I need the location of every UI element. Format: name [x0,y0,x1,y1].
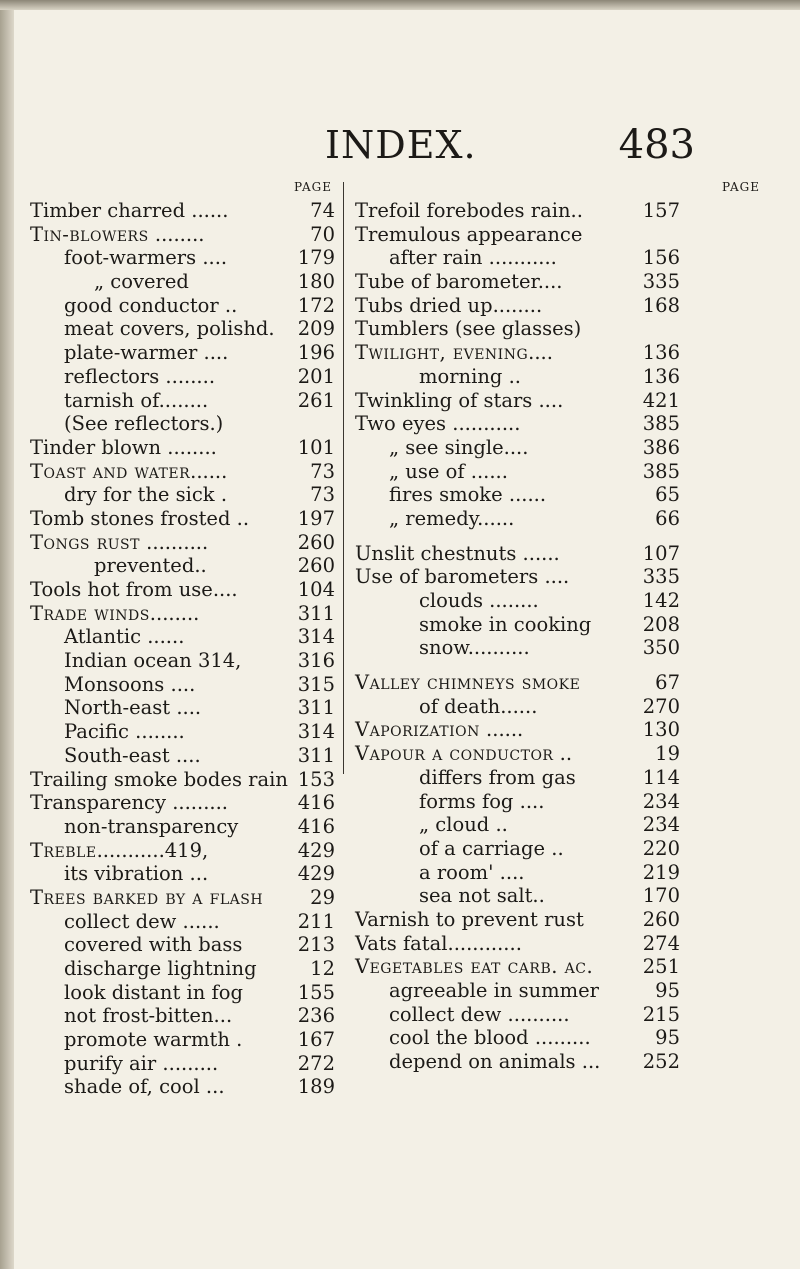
index-entry [355,766,680,790]
index-entry [30,649,335,673]
page-header [325,122,695,168]
index-entry [30,436,335,460]
entry-leader: ........ [158,388,209,412]
entry-page: 311 [297,696,335,720]
index-entry [30,815,335,839]
page-title: INDEX. [325,123,477,167]
entry-page: 153 [297,767,335,791]
index-entry [355,813,680,837]
entry-term: Tube of barometer [355,270,538,294]
entry-term: Monsoons [64,672,165,696]
entry-term: plate-warmer [64,341,198,365]
entry-term: clouds [419,589,483,612]
entry-leader: .... [212,578,238,601]
index-entry [30,531,335,555]
index-entry [355,837,680,861]
entry-term: Twilight, evening [355,341,529,365]
entry-page: 95 [655,979,680,1002]
entry-leader: ........ [161,435,217,459]
index-entry [30,862,335,886]
entry-page: 157 [642,199,680,222]
entry-page: 66 [655,506,680,530]
index-entry [355,861,680,885]
entry-term: differs from gas [419,765,576,789]
entry-page: 209 [297,317,335,341]
entry-page: 172 [297,293,335,317]
index-entry [30,1004,335,1028]
entry-page: 251 [642,955,680,979]
entry-page: 19 [655,742,680,766]
index-entry [30,910,335,934]
entry-leader: ...... [190,459,228,483]
entry-page: 272 [297,1051,335,1075]
entry-leader: .... [164,672,196,696]
entry-leader: ...... [141,625,185,649]
entry-page: 180 [297,270,335,294]
entry-page: 104 [297,578,335,601]
entry-leader: .... [169,743,201,767]
entry-leader: ........ [128,720,185,744]
index-entry [355,932,680,956]
entry-page: 215 [642,1002,680,1026]
index-entry [30,412,335,436]
entry-page: 168 [642,293,680,317]
entry-term: foot-warmers [64,246,197,270]
entry-term: promote warmth [64,1028,230,1052]
entry-term: collect dew [389,1002,502,1026]
entry-page: 156 [642,246,680,270]
entry-page: 65 [655,483,680,507]
entry-term: Trees barked by a flash [30,885,264,909]
entry-leader: .... [493,860,525,884]
entry-leader: .. [502,364,521,388]
index-entry [30,768,335,792]
entry-term: Tumblers (see glasses) [355,317,582,341]
entry-leader: .......... [467,636,530,660]
entry-page: 130 [642,718,680,742]
left-index-column [30,199,335,1099]
entry-page: 421 [642,388,680,412]
entry-page: 220 [642,836,680,860]
entry-page: 170 [642,884,680,908]
index-entry [355,1050,680,1074]
index-entry [355,389,680,413]
index-entry [355,460,680,484]
index-entry [30,365,335,389]
entry-term: Pacific [64,720,129,744]
entry-term: Vapour a conductor [355,742,554,766]
entry-page: 335 [642,565,680,589]
entry-page: 107 [642,541,680,565]
entry-term: Unslit chestnuts [355,541,517,565]
entry-leader: ...... [176,909,220,933]
index-entry [30,1028,335,1052]
index-entry [30,1075,335,1099]
left-column-label: PAGE [294,180,332,194]
entry-page: 67 [655,671,680,695]
entry-page: 314 [297,720,335,744]
entry-page: 350 [642,636,680,660]
index-entry [355,412,680,436]
entry-leader: ........ [149,601,200,625]
entry-term: Tin-blowers [30,222,149,246]
entry-page: 12 [310,957,335,980]
entry-term: Indian ocean 314, [64,649,242,673]
column-divider [343,182,344,774]
entry-leader: .... [537,270,563,294]
index-entry [355,565,680,589]
entry-term: purify air [64,1051,157,1075]
entry-page: 114 [642,765,680,789]
index-entry [355,365,680,389]
entry-leader: ... [575,1050,601,1074]
entry-leader: .. [489,813,508,837]
entry-term: of a carriage [419,836,546,860]
entry-page: 211 [297,909,335,933]
right-index-column [355,199,680,1074]
entry-page: 208 [642,612,680,636]
entry-page: 234 [642,813,680,837]
entry-leader: ...........419, [96,838,209,862]
index-entry [30,744,335,768]
entry-page: 234 [642,789,680,813]
entry-term: Tremulous appearance [355,222,583,246]
index-entry [355,742,680,766]
entry-page: 385 [642,412,680,436]
entry-leader: .... [170,696,202,720]
entry-leader: . [229,1028,243,1052]
entry-page: 311 [297,743,335,767]
entry-term: its vibration [64,862,184,886]
entry-term: cool the blood [389,1026,529,1050]
entry-page: 311 [297,601,335,625]
index-entry [30,696,335,720]
index-entry [30,460,335,484]
entry-page: 270 [642,694,680,718]
entry-leader: ......... [156,1051,219,1075]
entry-term: smoke in cooking [419,612,592,636]
entry-term: Trefoil forebodes rain.. [355,199,583,222]
entry-term: Vats fatal [355,931,448,955]
entry-page: 196 [297,341,335,365]
entry-term: South-east [64,743,170,767]
entry-leader: .......... [501,1002,570,1026]
index-entry [30,199,335,223]
entry-term: good conductor [64,293,219,317]
index-entry [355,884,680,908]
entry-term: dry for the sick [64,483,215,507]
scan-binding-edge [0,10,14,1269]
entry-leader: ........ [482,589,539,612]
entry-page: 95 [655,1026,680,1050]
entry-leader: ... [199,1075,225,1099]
entry-page: 236 [297,1004,335,1028]
entry-page: 136 [642,364,680,388]
entry-leader: ... [213,1004,233,1028]
entry-term: Vaporization [355,718,480,742]
entry-page: 335 [642,270,680,294]
index-entry [355,1003,680,1027]
index-entry [355,908,680,932]
entry-page: 101 [297,435,335,459]
entry-term: „ remedy [389,506,478,530]
index-entry [355,223,680,247]
index-entry [30,246,335,270]
entry-leader: ......... [166,791,228,815]
index-entry [30,791,335,815]
index-entry [355,718,680,742]
entry-term: reflectors [64,364,160,388]
entry-page: 314 [297,625,335,649]
index-entry [30,554,335,578]
entry-term: Tools hot from use [30,578,213,601]
entry-leader: .... [197,341,229,365]
index-entry [30,673,335,697]
entry-term: sea not salt.. [419,884,545,908]
entry-term: „ see single [389,435,504,459]
entry-page: 155 [297,980,335,1004]
entry-leader: ......... [528,1026,591,1050]
entry-term: North-east [64,696,171,720]
entry-leader: .. [553,742,573,766]
entry-term: Trade winds [30,601,150,625]
index-entry [355,790,680,814]
right-column-label: PAGE [722,180,760,194]
entry-leader: ...... [477,506,515,530]
index-entry [355,671,680,695]
entry-term: fires smoke [389,483,503,507]
entry-leader: .......... [139,530,209,554]
entry-term: after rain [389,246,483,270]
entry-page: 315 [297,672,335,696]
entry-term: Use of barometers [355,565,539,589]
index-entry [355,979,680,1003]
entry-term: shade of, cool [64,1075,200,1099]
index-entry [30,317,335,341]
index-entry [30,886,335,910]
entry-term: „ cloud [419,813,490,837]
entry-page: 167 [297,1028,335,1052]
entry-term: Tomb stones frosted [30,506,231,530]
entry-leader: .... [538,565,570,589]
entry-term: Vegetables eat carb. ac. [355,955,594,979]
entry-leader: . [214,483,228,507]
entry-term: meat covers, polishd. [64,317,275,341]
entry-term: prevented.. [94,554,207,578]
entry-leader: ...... [502,483,547,507]
index-entry [355,317,680,341]
entry-leader: .... [528,341,553,365]
index-entry [355,613,680,637]
entry-leader: ........ [148,222,205,246]
page-number: 483 [618,122,695,168]
entry-term: Transparency [30,791,166,815]
entry-page: 260 [297,554,335,578]
index-entry [355,246,680,270]
entry-page: 179 [297,246,335,270]
entry-term: morning [419,364,503,388]
index-entry [355,589,680,613]
entry-term: tarnish of [64,388,159,412]
entry-page: 260 [642,907,680,931]
entry-term: not frost-bitten [64,1004,214,1028]
index-entry [30,957,335,981]
entry-page: 73 [310,459,335,483]
entry-page: 74 [310,199,335,222]
entry-leader: .... [196,246,228,270]
entry-term: Valley chimneys smoke [355,671,581,695]
entry-page: 260 [297,530,335,554]
entry-term: of death [419,694,501,718]
entry-page: 29 [310,885,335,909]
index-entry [30,602,335,626]
entry-page: 219 [642,860,680,884]
index-entry [30,720,335,744]
entry-term: forms fog [419,789,514,813]
entry-page: 73 [310,483,335,507]
entry-term: agreeable in summer [389,979,599,1002]
entry-term: non-transparency [64,814,239,838]
entry-term: Trailing smoke bodes rain [30,767,288,791]
index-entry [30,625,335,649]
entry-leader: .. [230,506,250,530]
entry-term: Timber charred [30,199,186,222]
entry-term: Toast and water [30,459,191,483]
entry-leader: .. [218,293,238,317]
entry-leader: .. [545,836,564,860]
entry-page: 261 [297,388,335,412]
entry-page: 201 [297,364,335,388]
index-entry [355,542,680,566]
entry-leader: ...... [500,694,538,718]
index-entry [30,1052,335,1076]
entry-page: 213 [297,933,335,957]
entry-term: Treble [30,838,97,862]
index-entry [355,636,680,660]
index-entry [30,981,335,1005]
entry-term: „ covered [94,270,189,294]
entry-term: covered with bass [64,933,243,957]
entry-page: 142 [642,589,680,612]
index-entry [355,483,680,507]
entry-term: a room' [419,860,494,884]
entry-term: „ use of [389,459,465,483]
entry-leader: ........ [492,293,543,317]
entry-leader: ...... [516,541,560,565]
entry-page: 385 [642,459,680,483]
entry-term: Varnish to prevent rust [355,907,584,931]
index-entry [30,341,335,365]
index-entry [30,483,335,507]
index-entry [355,199,680,223]
index-entry [30,578,335,602]
entry-leader: .... [532,388,564,412]
entry-page: 429 [297,838,335,862]
entry-term: Twinkling of stars [355,388,533,412]
entry-term: (See reflectors.) [64,412,224,436]
index-entry [355,955,680,979]
entry-leader: ........... [446,412,521,436]
entry-term: Tongs rust [30,530,140,554]
entry-page: 416 [297,814,335,838]
entry-page: 416 [297,791,335,815]
entry-page: 316 [297,649,335,673]
entry-leader: ...... [479,718,524,742]
scan-top-edge [0,0,800,10]
entry-term: Tubs dried up [355,293,493,317]
entry-leader: ............ [447,931,522,955]
entry-term: Tinder blown [30,435,162,459]
entry-leader: .... [513,789,545,813]
index-entry [355,436,680,460]
index-entry [355,341,680,365]
entry-leader: ...... [464,459,508,483]
entry-term: collect dew [64,909,177,933]
index-entry [30,507,335,531]
index-entry [355,695,680,719]
entry-leader: ...... [185,199,229,222]
index-entry [30,933,335,957]
entry-page: 386 [642,435,680,459]
entry-term: snow [419,636,468,660]
entry-term: look distant in fog [64,980,243,1004]
entry-term: depend on animals [389,1050,576,1074]
index-entry [355,1026,680,1050]
index-entry [30,839,335,863]
index-entry [30,389,335,413]
entry-term: discharge lightning [64,957,257,980]
entry-leader: .... [503,435,529,459]
entry-leader: ........ [159,364,216,388]
entry-term: Two eyes [355,412,447,436]
index-entry [355,294,680,318]
entry-leader: ... [183,862,209,886]
entry-page: 189 [297,1075,335,1099]
entry-page: 429 [297,862,335,886]
entry-page: 136 [642,341,680,365]
entry-page: 70 [310,222,335,246]
entry-page: 197 [297,506,335,530]
index-entry [30,270,335,294]
index-entry [30,223,335,247]
index-entry [355,270,680,294]
entry-leader: ........... [482,246,557,270]
entry-page: 252 [642,1050,680,1074]
index-entry [355,507,680,531]
entry-page: 274 [642,931,680,955]
entry-term: Atlantic [64,625,141,649]
index-entry [30,294,335,318]
